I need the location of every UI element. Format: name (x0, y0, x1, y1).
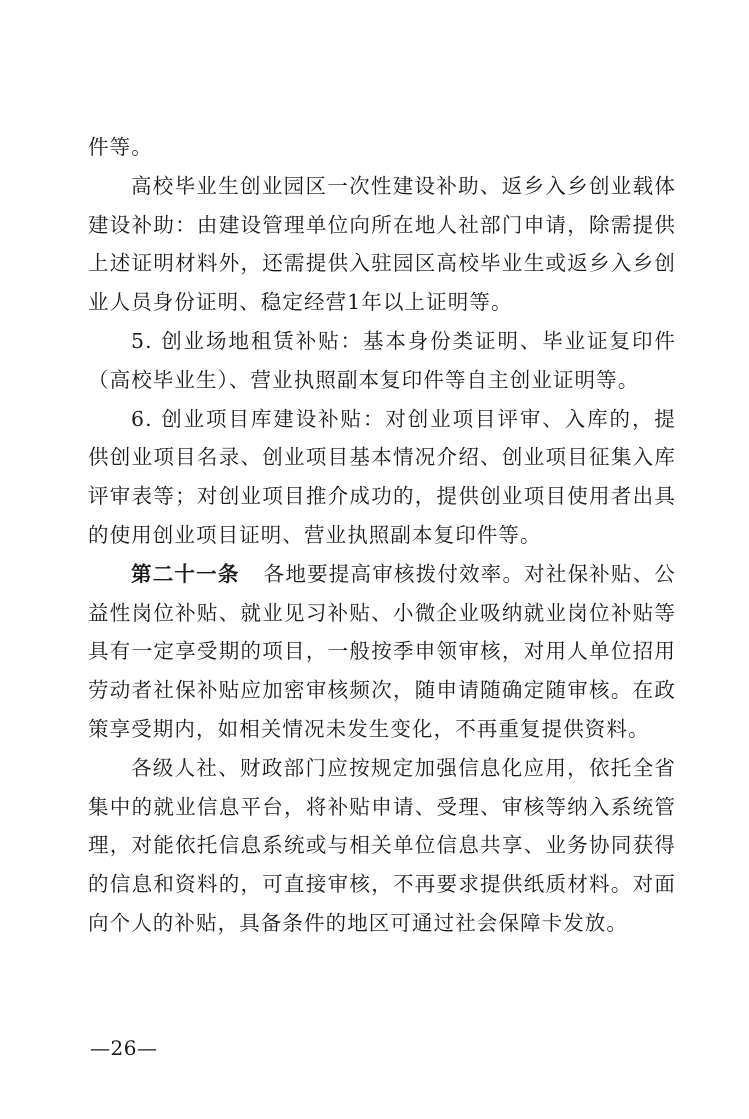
paragraph-venue-rent-subsidy: 5. 创业场地租赁补贴：基本身份类证明、毕业证复印件（高校毕业生）、营业执照副本复印件等自主创业证明等。 (88, 328, 676, 392)
paragraph-informatization: 各级人社、财政部门应按规定加强信息化应用，依托全省集中的就业信息平台，将补贴申请、受理、审核等纳入系统管理，对能依托信息系统或与相关单位信息共享、业务协同获得的信息和资料的，可直接审核，不再要求提供纸质材料。对面向个人的补贴，具备条件的地区可通过社会保障卡发放。 (88, 755, 676, 935)
article-21-paragraph (88, 555, 676, 749)
article-text: 各地要提高审核拨付效率。对社保补贴、公益性岗位补贴、就业见习补贴、小微企业吸纳就业岗位补贴等具有一定享受期的项目，一般按季申领审核，对用人单位招用劳动者社保补贴应加密审核频次，随申请随确定随审核。在政策享受期内，如相关情况未发生变化，不再重复提供资料。 (88, 561, 676, 741)
paragraph-startup-park-subsidy: 高校毕业生创业园区一次性建设补助、返乡入乡创业载体建设补助：由建设管理单位向所在地人社部门申请，除需提供上述证明材料外，还需提供入驻园区高校毕业生或返乡入乡创业人员身份证明、稳定经营1年以上证明等。 (88, 173, 676, 315)
document-body (88, 128, 676, 943)
article-heading: 第二十一条 (131, 561, 240, 586)
paragraph-project-library-subsidy: 6. 创业项目库建设补贴：对创业项目评审、入库的，提供创业项目名录、创业项目基本情况介绍、创业项目征集入库评审表等；对创业项目推介成功的，提供创业项目使用者出具的使用创业项目证明、营业执照副本复印件等。 (88, 406, 676, 547)
page-number: —26— (90, 1036, 158, 1060)
paragraph-continuation: 件等。 (88, 135, 153, 159)
